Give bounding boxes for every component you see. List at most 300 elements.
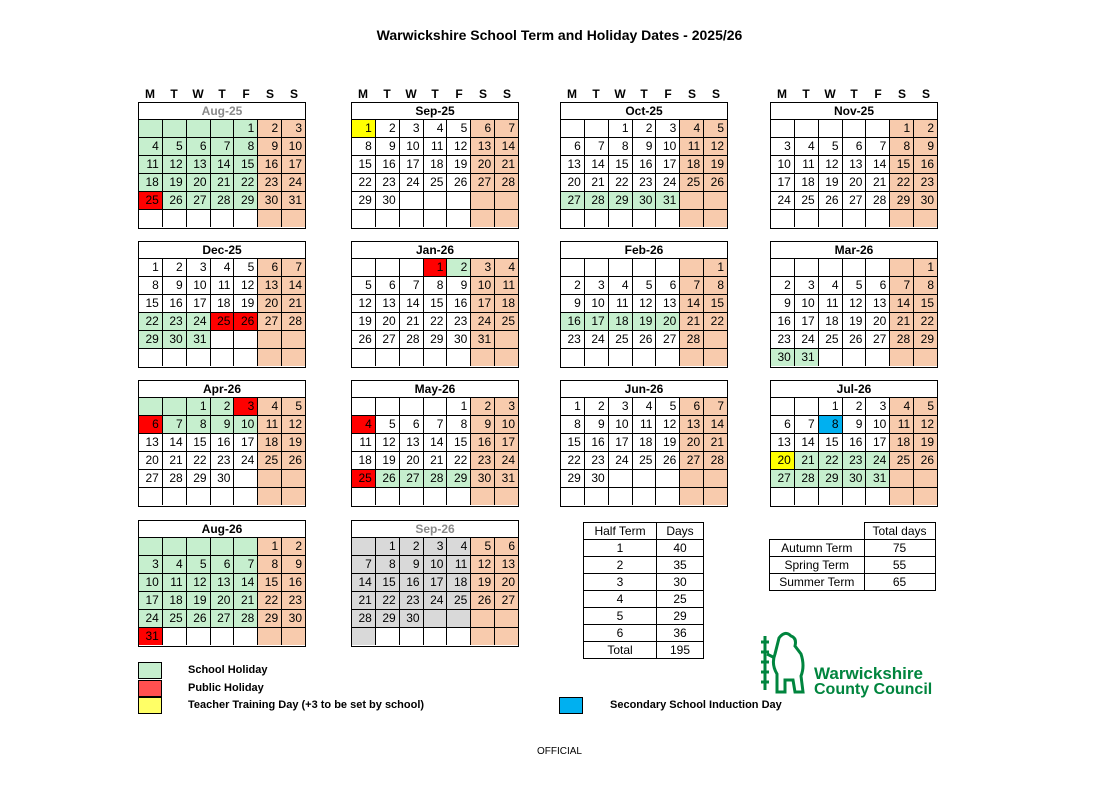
day-number: 22 — [145, 314, 159, 328]
day-number: 29 — [382, 611, 396, 625]
day-cell — [352, 331, 376, 349]
day-number: 18 — [686, 157, 701, 171]
day-number: 13 — [145, 435, 159, 449]
day-number — [515, 193, 518, 207]
day-number: 15 — [382, 575, 396, 589]
weekday-label: T — [218, 87, 226, 101]
month-aug-25 — [138, 87, 306, 229]
day-number: 15 — [920, 296, 935, 310]
day-number — [724, 332, 727, 346]
day-number: 22 — [240, 175, 255, 189]
day-cell — [495, 574, 518, 592]
day-number: 1 — [831, 399, 839, 413]
week-row — [771, 398, 937, 416]
day-cell — [424, 452, 448, 470]
blank-cell — [770, 523, 865, 540]
day-number: 2 — [784, 278, 791, 292]
day-number: 16 — [288, 575, 303, 589]
day-cell — [424, 556, 448, 574]
day-cell — [656, 331, 680, 349]
day-cell — [704, 488, 727, 505]
day-number — [515, 629, 518, 643]
day-cell — [424, 574, 448, 592]
day-cell — [163, 470, 187, 488]
day-number: 8 — [436, 278, 444, 292]
week-row — [139, 277, 305, 295]
day-number: 28 — [710, 453, 725, 467]
day-number: 26 — [453, 175, 468, 189]
day-cell — [163, 556, 187, 574]
day-cell — [376, 295, 400, 313]
day-cell — [819, 434, 843, 452]
day-number — [700, 260, 703, 274]
day-number: 13 — [872, 296, 887, 310]
week-row — [139, 574, 305, 592]
day-number — [159, 399, 162, 413]
weekday-header — [770, 87, 938, 102]
day-number: 4 — [693, 121, 701, 135]
day-number: 20 — [193, 175, 207, 189]
day-number: 11 — [430, 139, 444, 153]
day-number: 19 — [382, 453, 396, 467]
day-number — [491, 611, 494, 625]
day-cell — [376, 138, 400, 156]
half-term-days: 30 — [657, 574, 704, 591]
day-cell — [424, 295, 448, 313]
day-number — [676, 350, 679, 364]
half-term-days: 36 — [657, 625, 704, 642]
day-cell — [352, 416, 376, 434]
day-cell — [771, 349, 795, 366]
day-number: 16 — [453, 296, 468, 310]
day-cell — [843, 331, 867, 349]
day-number: 6 — [784, 417, 791, 431]
day-cell — [866, 313, 890, 331]
day-number: 28 — [896, 332, 911, 346]
day-cell — [258, 174, 282, 192]
day-number: 23 — [591, 453, 605, 467]
day-number: 15 — [240, 157, 255, 171]
day-cell — [495, 538, 518, 556]
day-cell — [139, 295, 163, 313]
weekday-label: S — [921, 87, 930, 101]
day-cell — [633, 156, 657, 174]
term-name: Summer Term — [770, 574, 865, 591]
day-cell — [771, 277, 795, 295]
day-cell — [561, 331, 585, 349]
day-cell — [843, 295, 867, 313]
day-number — [372, 211, 375, 225]
day-cell — [187, 349, 211, 366]
half-term-days: 40 — [657, 540, 704, 557]
day-cell — [211, 556, 235, 574]
day-cell — [258, 488, 282, 505]
day-number: 5 — [484, 539, 492, 553]
week-row — [561, 277, 727, 295]
day-number: 12 — [453, 139, 468, 153]
day-cell — [424, 210, 448, 227]
day-number: 12 — [710, 139, 725, 153]
day-cell — [495, 313, 518, 331]
day-cell — [866, 156, 890, 174]
day-cell — [633, 349, 657, 366]
day-cell — [234, 628, 258, 645]
day-number: 23 — [639, 175, 653, 189]
day-cell — [352, 120, 376, 138]
day-number — [254, 332, 257, 346]
day-number: 5 — [831, 139, 839, 153]
day-cell — [376, 470, 400, 488]
day-number — [396, 489, 399, 503]
day-cell — [771, 120, 795, 138]
day-cell — [890, 295, 914, 313]
day-cell — [139, 277, 163, 295]
day-cell — [400, 210, 424, 227]
day-number: 27 — [193, 193, 207, 207]
days-header: Days — [657, 523, 704, 540]
day-cell — [843, 277, 867, 295]
day-number — [815, 489, 818, 503]
month-apr-26 — [138, 365, 306, 507]
day-number — [886, 489, 889, 503]
day-cell — [282, 349, 305, 366]
day-cell — [400, 277, 424, 295]
day-cell — [400, 259, 424, 277]
day-cell — [819, 313, 843, 331]
logo-line-2: County Council — [814, 681, 933, 698]
day-number: 8 — [152, 278, 159, 292]
day-cell — [471, 259, 495, 277]
day-cell — [795, 192, 819, 210]
day-cell — [258, 210, 282, 227]
day-number: 23 — [920, 175, 935, 189]
day-cell — [795, 488, 819, 505]
day-cell — [585, 138, 609, 156]
month-name: Jan-26 — [352, 242, 518, 259]
day-number — [467, 211, 470, 225]
day-number — [443, 629, 446, 643]
day-cell — [656, 452, 680, 470]
day-cell — [447, 259, 471, 277]
day-cell — [352, 434, 376, 452]
day-cell — [163, 313, 187, 331]
day-cell — [561, 488, 585, 505]
day-cell — [704, 120, 727, 138]
day-number: 8 — [365, 139, 372, 153]
day-number: 14 — [710, 417, 725, 431]
day-number: 9 — [927, 139, 935, 153]
day-cell — [704, 295, 727, 313]
day-number: 24 — [193, 314, 207, 328]
day-cell — [843, 259, 867, 277]
day-number — [910, 489, 913, 503]
day-cell — [282, 210, 305, 227]
day-number — [159, 489, 162, 503]
month-grid — [560, 380, 728, 507]
day-number: 25 — [896, 453, 911, 467]
week-row — [139, 628, 305, 646]
day-number — [676, 260, 679, 274]
day-cell — [471, 556, 495, 574]
day-number: 20 — [501, 575, 516, 589]
day-number: 20 — [217, 593, 231, 607]
day-cell — [771, 470, 795, 488]
day-number: 30 — [169, 332, 183, 346]
day-cell — [704, 452, 727, 470]
day-cell — [633, 192, 657, 210]
day-cell — [282, 488, 305, 505]
day-number — [515, 332, 518, 346]
half-term-number: 3 — [584, 574, 657, 591]
day-number: 27 — [662, 332, 677, 346]
day-number: 25 — [264, 453, 279, 467]
day-number — [652, 350, 655, 364]
week-row — [352, 628, 518, 646]
day-cell — [680, 331, 704, 349]
week-row — [561, 470, 727, 488]
day-number: 13 — [264, 278, 279, 292]
day-number: 9 — [598, 417, 605, 431]
day-number: 24 — [801, 332, 815, 346]
day-cell — [704, 192, 727, 210]
day-number: 26 — [288, 453, 303, 467]
week-row — [139, 592, 305, 610]
day-cell — [609, 277, 633, 295]
day-number — [183, 399, 186, 413]
day-cell — [352, 174, 376, 192]
day-number: 3 — [152, 557, 159, 571]
day-cell — [585, 349, 609, 366]
day-number — [159, 121, 162, 135]
month-nov-25 — [770, 87, 938, 229]
day-cell — [163, 452, 187, 470]
day-cell — [585, 277, 609, 295]
day-cell — [258, 452, 282, 470]
day-cell — [258, 574, 282, 592]
day-number — [581, 489, 584, 503]
day-cell — [561, 259, 585, 277]
day-cell — [633, 313, 657, 331]
day-number: 10 — [591, 296, 605, 310]
month-jan-26 — [351, 226, 519, 368]
day-number — [934, 471, 937, 485]
day-cell — [447, 398, 471, 416]
day-cell — [447, 192, 471, 210]
week-row — [139, 556, 305, 574]
month-name: May-26 — [352, 381, 518, 398]
day-cell — [914, 434, 937, 452]
total-days-header: Total days — [864, 523, 935, 540]
day-cell — [282, 120, 305, 138]
day-number: 7 — [247, 557, 255, 571]
day-number: 22 — [382, 593, 396, 607]
day-cell — [258, 556, 282, 574]
week-row — [771, 416, 937, 434]
day-number: 1 — [389, 539, 396, 553]
day-number: 27 — [264, 314, 279, 328]
day-cell — [424, 592, 448, 610]
week-row — [352, 488, 518, 506]
week-row — [771, 138, 937, 156]
day-number — [724, 350, 727, 364]
day-cell — [609, 174, 633, 192]
day-cell — [163, 349, 187, 366]
day-cell — [424, 398, 448, 416]
day-number: 30 — [453, 332, 468, 346]
week-row — [139, 416, 305, 434]
day-cell — [258, 592, 282, 610]
month-name: Jul-26 — [771, 381, 937, 398]
day-cell — [656, 210, 680, 227]
day-number: 21 — [430, 453, 444, 467]
day-cell — [187, 295, 211, 313]
day-number: 16 — [567, 314, 581, 328]
day-cell — [471, 313, 495, 331]
day-number: 13 — [849, 157, 863, 171]
day-cell — [843, 349, 867, 366]
day-cell — [914, 349, 937, 366]
day-cell — [585, 398, 609, 416]
term-days: 65 — [864, 574, 935, 591]
day-cell — [187, 452, 211, 470]
day-number — [934, 211, 937, 225]
day-number — [491, 629, 494, 643]
day-cell — [187, 488, 211, 505]
week-row — [561, 295, 727, 313]
day-cell — [139, 628, 163, 645]
day-cell — [187, 556, 211, 574]
day-cell — [795, 138, 819, 156]
day-cell — [211, 277, 235, 295]
day-number — [420, 260, 423, 274]
day-cell — [234, 313, 258, 331]
day-number: 28 — [240, 611, 255, 625]
day-cell — [282, 416, 305, 434]
day-number: 20 — [686, 435, 701, 449]
day-cell — [819, 174, 843, 192]
day-number — [254, 489, 257, 503]
day-number: 6 — [412, 417, 420, 431]
day-cell — [495, 174, 518, 192]
day-number: 9 — [460, 278, 468, 292]
day-cell — [187, 192, 211, 210]
day-number — [207, 350, 210, 364]
day-cell — [400, 628, 424, 645]
day-cell — [656, 488, 680, 505]
day-number: 6 — [271, 260, 279, 274]
week-row — [352, 416, 518, 434]
day-cell — [139, 138, 163, 156]
day-number — [581, 350, 584, 364]
day-cell — [400, 452, 424, 470]
day-number: 25 — [169, 611, 183, 625]
day-number: 23 — [406, 593, 420, 607]
day-number: 6 — [484, 121, 492, 135]
day-number — [207, 539, 210, 553]
day-cell — [376, 434, 400, 452]
day-cell — [471, 574, 495, 592]
day-number — [278, 471, 281, 485]
day-cell — [680, 192, 704, 210]
day-cell — [352, 556, 376, 574]
day-number — [581, 121, 584, 135]
half-term-table — [583, 522, 704, 659]
day-cell — [163, 488, 187, 505]
day-cell — [163, 174, 187, 192]
day-cell — [447, 313, 471, 331]
day-cell — [282, 174, 305, 192]
school-holiday-label: School Holiday — [188, 664, 268, 676]
day-number: 15 — [710, 296, 725, 310]
day-number: 22 — [567, 453, 581, 467]
day-number — [278, 211, 281, 225]
day-number: 22 — [193, 453, 207, 467]
day-number: 14 — [406, 296, 420, 310]
day-number — [420, 350, 423, 364]
day-number — [910, 260, 913, 274]
day-number — [839, 121, 842, 135]
week-row — [139, 120, 305, 138]
day-cell — [139, 592, 163, 610]
day-number: 21 — [288, 296, 303, 310]
day-number: 11 — [502, 278, 516, 292]
day-cell — [609, 313, 633, 331]
day-cell — [258, 538, 282, 556]
weekday-label: W — [824, 87, 836, 101]
week-row — [561, 398, 727, 416]
day-cell — [139, 488, 163, 505]
day-cell — [424, 610, 448, 628]
day-cell — [866, 192, 890, 210]
week-row — [352, 192, 518, 210]
weekday-label: S — [897, 87, 906, 101]
day-number: 5 — [176, 139, 183, 153]
week-row — [561, 138, 727, 156]
day-number: 5 — [669, 399, 677, 413]
day-number: 13 — [406, 435, 420, 449]
day-number — [886, 350, 889, 364]
day-cell — [561, 434, 585, 452]
day-cell — [352, 156, 376, 174]
day-number: 8 — [247, 139, 255, 153]
week-row — [561, 192, 727, 210]
day-number: 27 — [217, 611, 231, 625]
day-number: 12 — [193, 575, 207, 589]
day-number: 18 — [801, 175, 815, 189]
week-row — [139, 192, 305, 210]
day-number: 21 — [801, 453, 815, 467]
day-number: 3 — [199, 260, 207, 274]
day-number: 25 — [686, 175, 701, 189]
month-grid — [351, 102, 519, 229]
day-cell — [139, 331, 163, 349]
month-name: Sep-25 — [352, 103, 518, 120]
week-row — [352, 434, 518, 452]
day-cell — [585, 416, 609, 434]
day-cell — [633, 488, 657, 505]
day-cell — [471, 192, 495, 210]
day-number — [396, 350, 399, 364]
day-cell — [495, 210, 518, 227]
day-number: 25 — [453, 593, 468, 607]
day-cell — [704, 313, 727, 331]
day-number: 11 — [146, 157, 159, 171]
day-number — [910, 350, 913, 364]
day-number — [183, 350, 186, 364]
day-cell — [819, 295, 843, 313]
day-cell — [609, 416, 633, 434]
day-cell — [819, 192, 843, 210]
